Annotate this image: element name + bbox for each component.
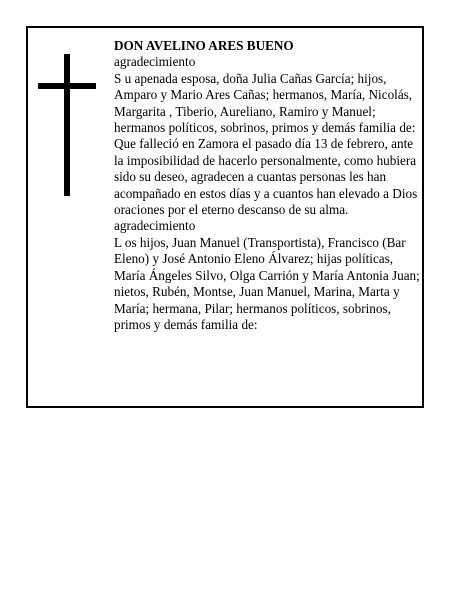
cross-icon [64,54,70,196]
section-heading-1: agradecimiento [114,54,196,70]
deceased-name: DON AVELINO ARES BUENO [114,38,294,53]
section-heading-2: agradecimiento [114,218,196,234]
notice-text [114,38,420,333]
gratitude-paragraph: Que falleció en Zamora el pasado día 13 de febrero, ante la imposibilidad de hacerlo personalmente, como hubiera sido su deseo, agradecen a cuantas personas les han acompañado en estos días y a cuantos han elevado a Dios oraciones por el eterno descanso de su alma. [114,136,418,218]
second-family-paragraph: L os hijos, Juan Manuel (Transportista), Francisco (Bar Eleno) y José Antonio Eleno Álvarez; hijas políticas, María Ángeles Silvo, Olga Carrión y María Antonia Juan; nietos, Rubén, Montse, Juan Manuel, Marina, Marta y María; hermana, Pilar; hermanos políticos, sobrinos, primos y demás familia de: [114,234,420,332]
cross-icon-bar [38,83,96,89]
family-paragraph: S u apenada esposa, doña Julia Cañas García; hijos, Amparo y Mario Ares Cañas; hermanos, María, Nicolás, Margarita , Tiberio, Aureliano, Ramiro y Manuel; hermanos políticos, sobrinos, primos y demás familia de: [114,70,416,136]
